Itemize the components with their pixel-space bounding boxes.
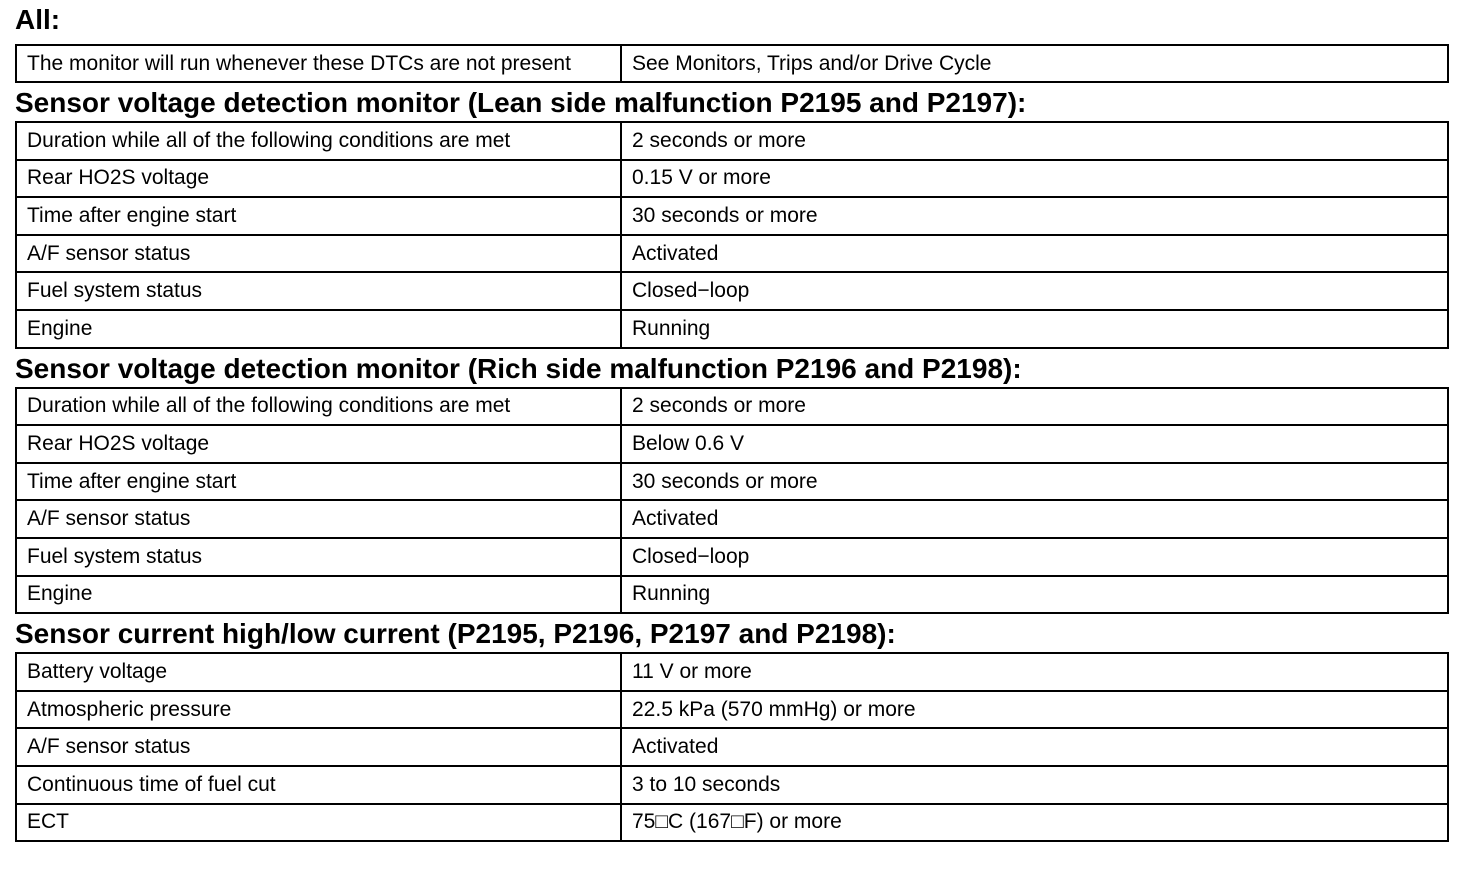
condition-label: Engine [16, 576, 621, 614]
condition-value: Activated [621, 728, 1448, 766]
section-heading: All: [15, 4, 61, 35]
condition-label: A/F sensor status [16, 500, 621, 538]
table-row [16, 272, 1448, 310]
table-row [16, 538, 1448, 576]
condition-value: Closed−loop [621, 272, 1448, 310]
condition-value: 3 to 10 seconds [621, 766, 1448, 804]
table-row [16, 160, 1448, 198]
table-row [16, 388, 1448, 426]
condition-label: ECT [16, 804, 621, 842]
condition-label: Battery voltage [16, 653, 621, 691]
condition-value: 75□C (167□F) or more [621, 804, 1448, 842]
condition-value: Activated [621, 500, 1448, 538]
table-row [16, 45, 1448, 82]
condition-value: 11 V or more [621, 653, 1448, 691]
table-row [16, 197, 1448, 235]
section-all [15, 0, 1447, 83]
table-row [16, 804, 1448, 842]
condition-value: Running [621, 310, 1448, 348]
condition-value: Activated [621, 235, 1448, 273]
table-row [16, 310, 1448, 348]
table-row [16, 653, 1448, 691]
table-row [16, 235, 1448, 273]
condition-label: Rear HO2S voltage [16, 425, 621, 463]
section-heading: Sensor voltage detection monitor (Lean side malfunction P2195 and P2197): [15, 87, 1027, 118]
condition-value: See Monitors, Trips and/or Drive Cycle [621, 45, 1448, 82]
condition-value: 2 seconds or more [621, 122, 1448, 160]
table-row [16, 691, 1448, 729]
condition-label: Duration while all of the following conditions are met [16, 388, 621, 426]
condition-label: Continuous time of fuel cut [16, 766, 621, 804]
section-heading: Sensor voltage detection monitor (Rich side malfunction P2196 and P2198): [15, 352, 1022, 384]
table-row [16, 500, 1448, 538]
condition-value: Below 0.6 V [621, 425, 1448, 463]
condition-value: 30 seconds or more [621, 463, 1448, 501]
condition-label: Time after engine start [16, 463, 621, 501]
condition-label: The monitor will run whenever these DTCs are not present [16, 45, 621, 82]
condition-label: Fuel system status [16, 538, 621, 576]
condition-label: Duration while all of the following conditions are met [16, 122, 621, 160]
section-lean-side [15, 83, 1447, 349]
conditions-table [15, 652, 1449, 842]
table-row [16, 122, 1448, 160]
conditions-table [15, 387, 1449, 615]
section-sensor-current [15, 614, 1447, 842]
document-page [15, 0, 1447, 842]
conditions-table [15, 121, 1449, 349]
condition-label: Rear HO2S voltage [16, 160, 621, 198]
condition-label: Time after engine start [16, 197, 621, 235]
section-rich-side [15, 349, 1447, 615]
condition-value: 30 seconds or more [621, 197, 1448, 235]
condition-value: 0.15 V or more [621, 160, 1448, 198]
section-heading: Sensor current high/low current (P2195, P2196, P2197 and P2198): [15, 618, 896, 650]
condition-label: Fuel system status [16, 272, 621, 310]
table-row [16, 576, 1448, 614]
table-row [16, 425, 1448, 463]
condition-label: A/F sensor status [16, 235, 621, 273]
condition-value: 2 seconds or more [621, 388, 1448, 426]
condition-label: Atmospheric pressure [16, 691, 621, 729]
table-row [16, 463, 1448, 501]
condition-value: Running [621, 576, 1448, 614]
table-row [16, 728, 1448, 766]
conditions-table [15, 44, 1449, 83]
condition-label: A/F sensor status [16, 728, 621, 766]
condition-value: 22.5 kPa (570 mmHg) or more [621, 691, 1448, 729]
condition-label: Engine [16, 310, 621, 348]
condition-value: Closed−loop [621, 538, 1448, 576]
table-row [16, 766, 1448, 804]
